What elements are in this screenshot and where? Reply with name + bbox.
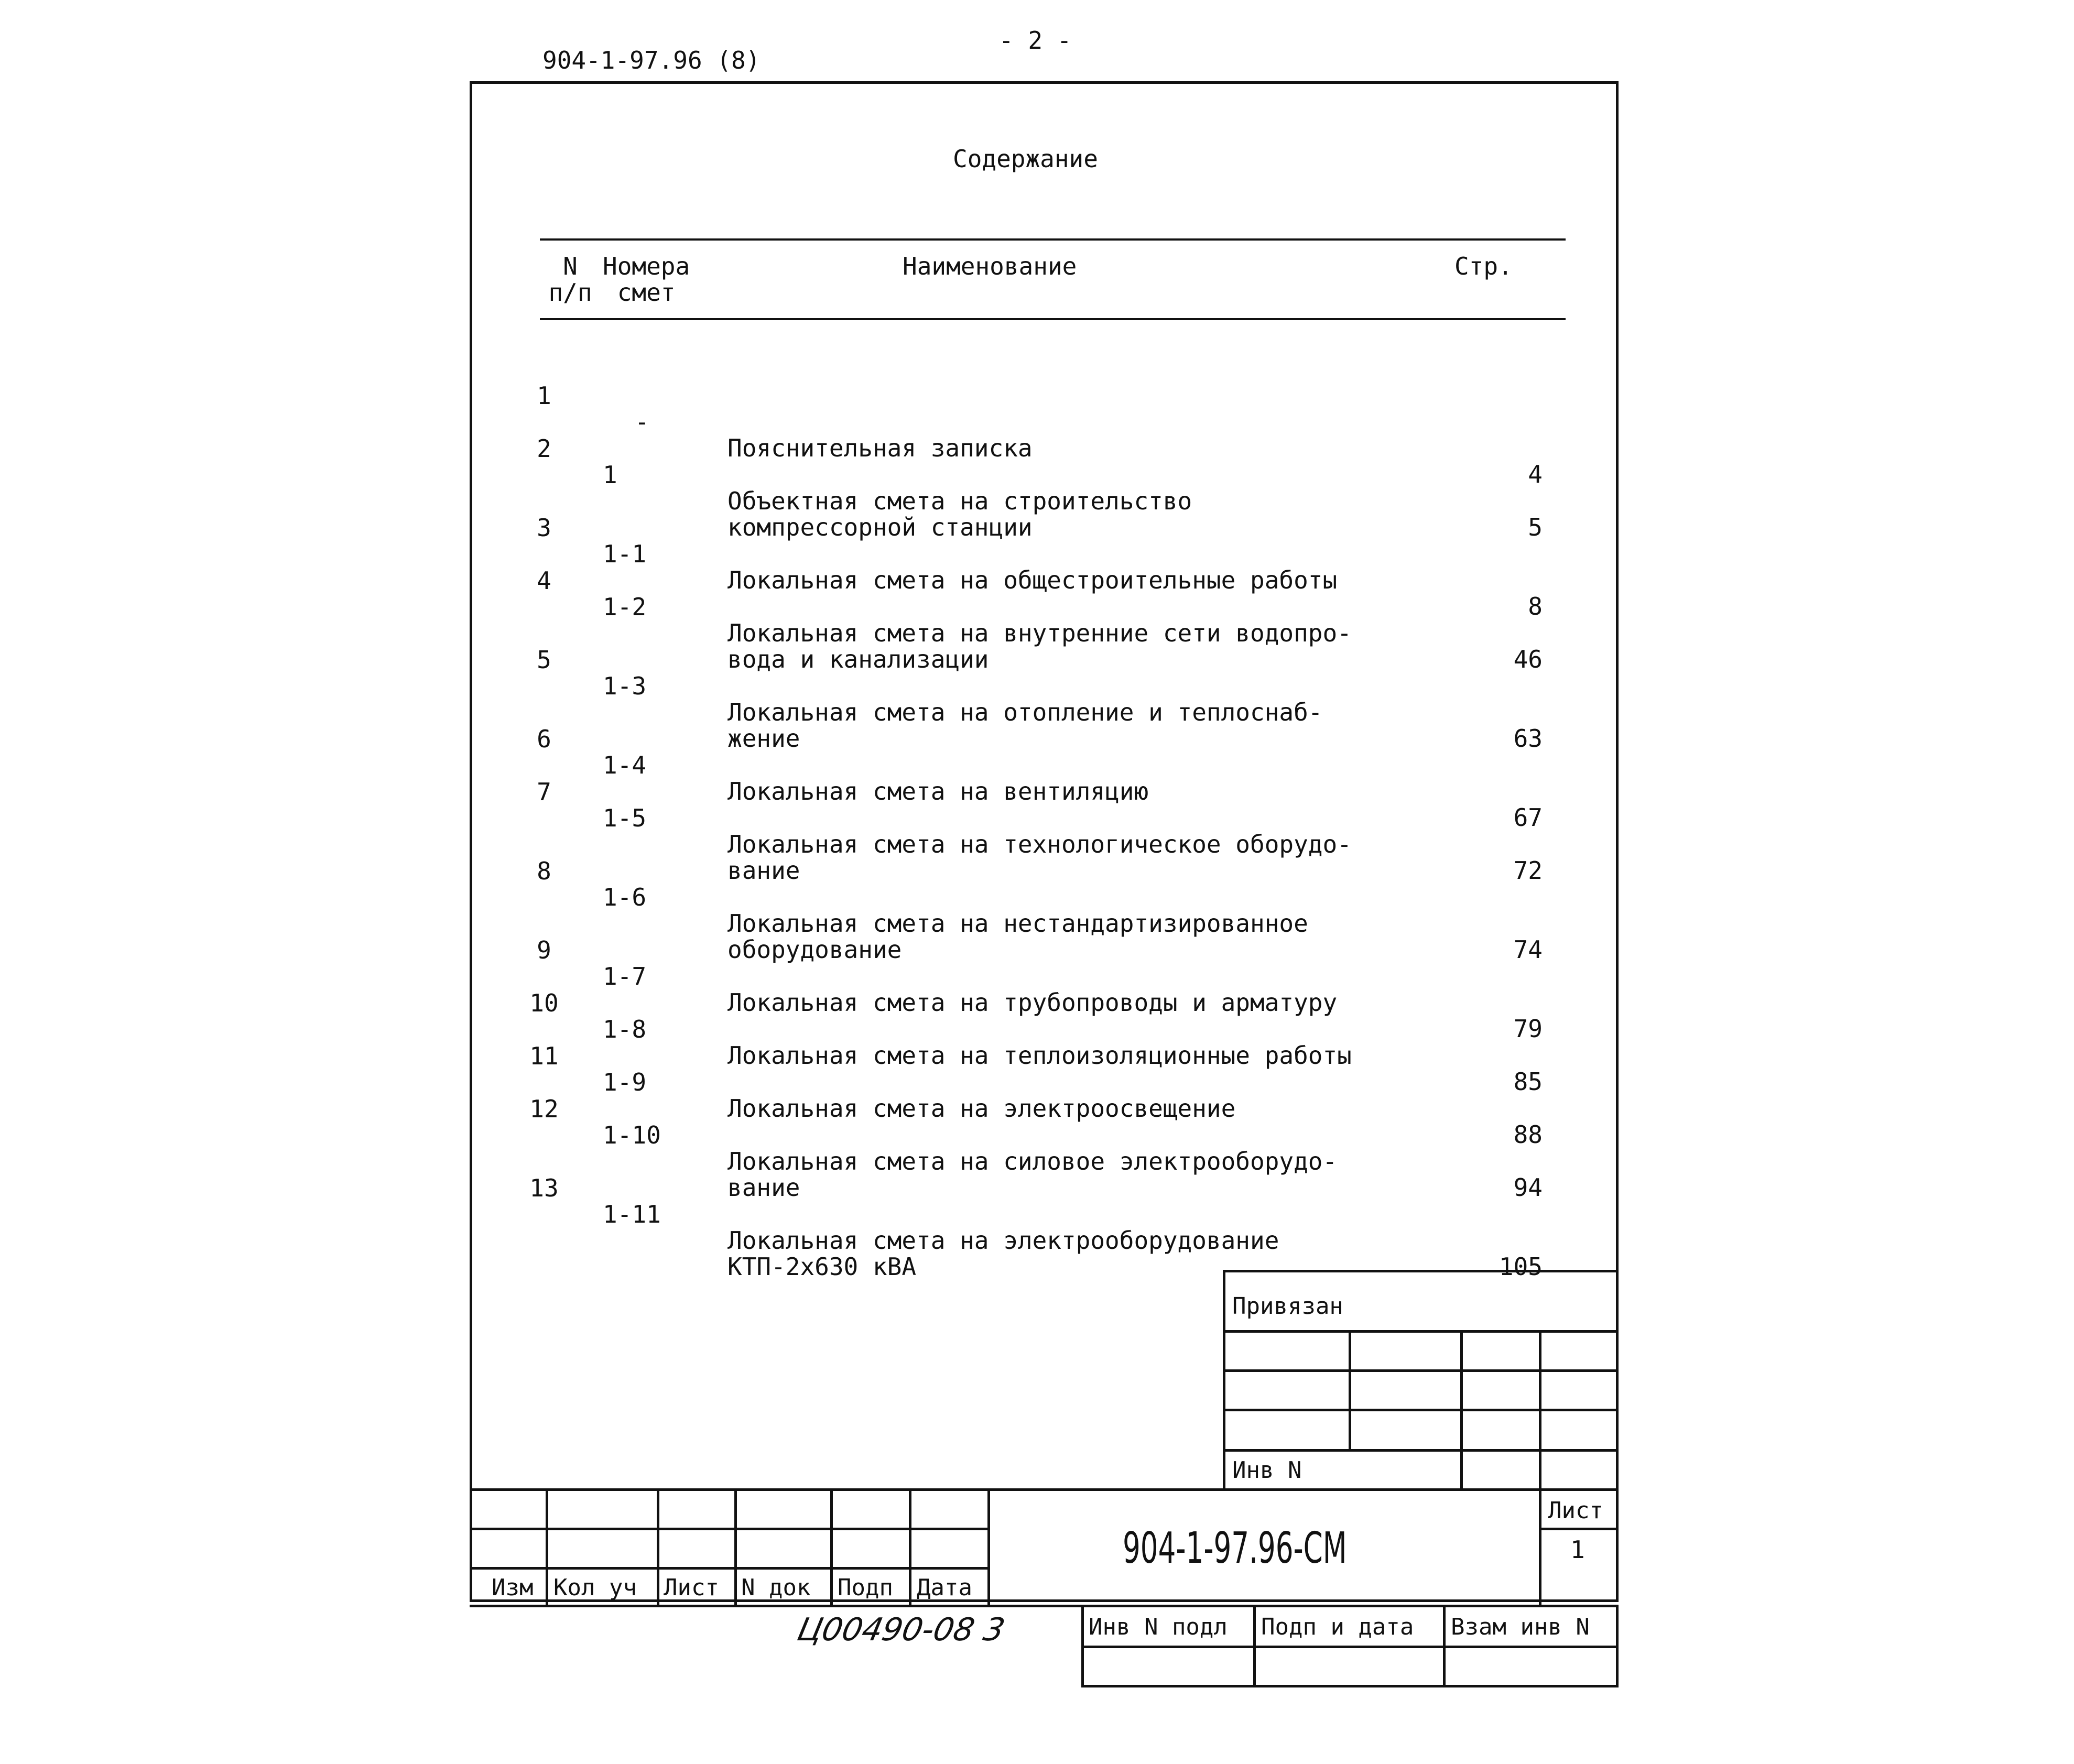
row-page: 105 [1499,1253,1543,1281]
row-smeta: - [635,408,649,436]
binding-label: Привязан [1232,1293,1343,1320]
row-number: 3 [537,514,551,542]
podp-i-data-label: Подп и дата [1261,1614,1414,1640]
row-smeta: 1-1 [603,540,647,568]
sheet-label: Лист [1548,1497,1603,1524]
row-name: Локальная смета на электроосвещение [727,1094,1236,1123]
row-page: 74 [1513,935,1543,964]
col-podp: Подп [838,1574,893,1601]
row-page: 5 [1528,513,1543,541]
row-name: Локальная смета на отопление и теплоснаб- жение [727,698,1323,753]
row-smeta: 1-11 [603,1200,661,1228]
header-page: Стр. [1454,252,1513,280]
row-number: 2 [537,434,551,463]
row-number: 12 [529,1095,559,1123]
row-number: 13 [529,1174,559,1202]
row-page: 67 [1513,803,1543,832]
row-number: 11 [529,1042,559,1070]
document-code-top: 904-1-97.96 (8) [542,46,761,74]
row-name: Объектная смета на строительство компрессорной станции [727,487,1192,541]
row-name: Локальная смета на внутренние сети водопро- вода и канализации [727,619,1352,673]
list-item [531,832,1558,964]
row-name: Локальная смета на вентиляцию [727,777,1149,805]
inventory-number-label: Инв N [1232,1457,1302,1484]
row-smeta: 1-10 [603,1121,661,1149]
list-item [531,541,1558,673]
list-item [531,356,1558,488]
row-number: 4 [537,567,551,595]
row-number: 8 [537,857,551,885]
page-title: Содержание [953,145,1098,173]
row-page: 85 [1513,1068,1543,1096]
row-number: 9 [537,936,551,964]
row-number: 6 [537,725,551,753]
row-smeta: 1-9 [603,1068,647,1096]
header-smeta-numbers: Номера смет [603,252,690,307]
table-header-rule [540,318,1566,320]
inv-n-podl-label: Инв N подл [1089,1614,1228,1640]
row-number: 7 [537,778,551,806]
col-kol-uch: Кол уч [553,1574,637,1601]
vzam-inv-label: Взам инв N [1451,1614,1590,1640]
title-block [470,1488,1619,1610]
row-smeta: 1-4 [603,751,647,779]
col-izm: Изм [492,1574,534,1601]
row-page: 46 [1513,645,1543,673]
inventory-block [1081,1605,1619,1689]
document-code: 904-1-97.96-СМ [1123,1523,1347,1573]
handwritten-code: Ц00490-08 [794,1611,978,1648]
sheet-number: 1 [1570,1536,1585,1564]
binding-block [1223,1270,1619,1490]
row-page: 4 [1528,460,1543,488]
row-number: 5 [537,646,551,674]
row-smeta: 1-7 [603,962,647,990]
row-smeta: 1-8 [603,1015,647,1043]
page-number: - 2 - [999,26,1072,55]
row-number: 10 [529,989,559,1017]
row-page: 88 [1513,1120,1543,1149]
toc-list [529,356,1558,1281]
list-item [531,409,1558,541]
list-item [531,620,1558,753]
row-name: Локальная смета на электрооборудование КТП-2х630 кВА [727,1226,1279,1281]
header-num: N п/п [548,252,592,307]
col-n-dok: N док [741,1574,811,1601]
row-name: Локальная смета на силовое электрооборудо- вание [727,1147,1338,1202]
handwritten-number: 3 [980,1611,1008,1648]
col-data: Дата [917,1574,972,1601]
row-smeta: 1 [603,461,617,489]
row-name: Пояснительная записка [727,434,1033,462]
header-name: Наименование [903,252,1077,280]
row-page: 94 [1513,1173,1543,1202]
row-smeta: 1-3 [603,672,647,700]
col-list: Лист [664,1574,719,1601]
row-page: 79 [1513,1015,1543,1043]
row-page: 63 [1513,724,1543,753]
list-item [529,1149,1558,1281]
row-name: Локальная смета на общестроительные работы [727,566,1338,594]
row-name: Локальная смета на технологическое оборудо- вание [727,830,1352,885]
row-page: 72 [1513,856,1543,885]
row-name: Локальная смета на теплоизоляционные работы [727,1041,1352,1070]
row-name: Локальная смета на трубопроводы и арматуру [727,988,1338,1017]
row-smeta: 1-5 [603,804,647,832]
row-smeta: 1-6 [603,883,647,911]
table-top-rule [540,238,1566,241]
row-number: 1 [537,382,551,410]
row-name: Локальная смета на нестандартизированное оборудование [727,909,1308,964]
row-smeta: 1-2 [603,593,647,621]
row-page: 8 [1528,592,1543,620]
